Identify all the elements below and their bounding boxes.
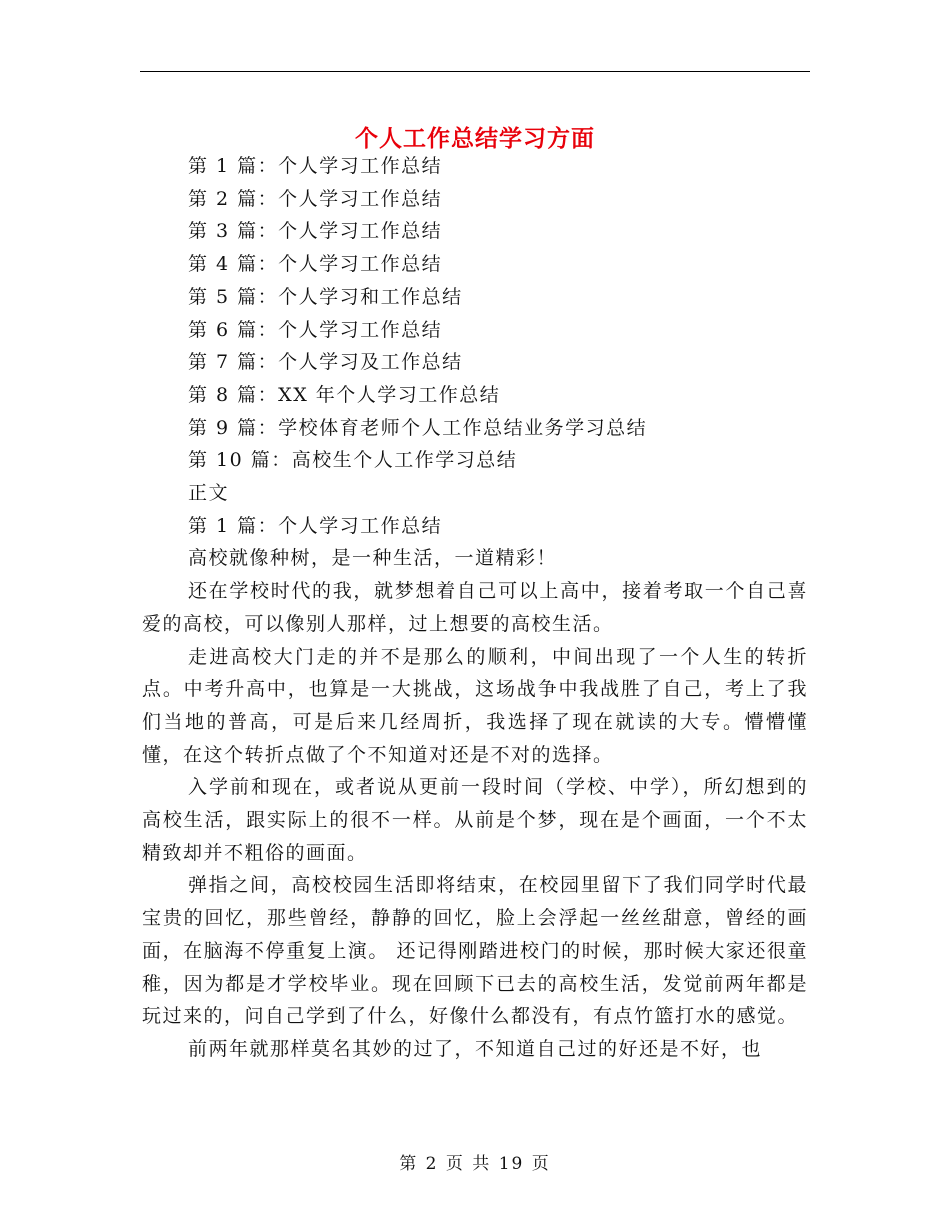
body-paragraph: 走进高校大门走的并不是那么的顺利，中间出现了一个人生的转折点。中考升高中，也算是一大挑战，这场战争中我战胜了自己，考上了我们当地的普高，可是后来几经周折，我选择了现在就读的大专。懵懵懂懂，在这个转折点做了个不知道对还是不对的选择。: [142, 645, 808, 766]
toc-item: 第 10 篇：高校生个人工作学习总结: [188, 449, 518, 472]
header-rule: [140, 71, 810, 72]
toc-item: 第 1 篇：个人学习工作总结: [188, 155, 443, 177]
table-of-contents: [142, 150, 808, 477]
document-body: [142, 150, 808, 1066]
toc-item: 第 7 篇：个人学习及工作总结: [188, 351, 463, 374]
section-heading: 第 1 篇：个人学习工作总结: [188, 514, 443, 537]
document-title: 个人工作总结学习方面: [355, 126, 595, 153]
toc-item: 第 3 篇：个人学习工作总结: [188, 220, 443, 243]
body-heading: 正文: [188, 482, 230, 505]
toc-item: 第 9 篇：学校体育老师个人工作总结业务学习总结: [188, 416, 648, 439]
body-paragraph: 弹指之间，高校校园生活即将结束，在校园里留下了我们同学时代最宝贵的回忆，那些曾经，静静的回忆，脸上会浮起一丝丝甜意，曾经的画面，在脑海不停重复上演。 还记得刚踏进校门的时候，那时候大家还很童稚，因为都是才学校毕业。现在回顾下已去的高校生活，发觉前两年都是玩过来的，问自己学到了什么，好像什么都没有，有点竹篮打水的感觉。: [142, 874, 808, 1028]
toc-item: 第 6 篇：个人学习工作总结: [188, 318, 443, 341]
page-number: 第 2 页 共 19 页: [399, 1154, 551, 1174]
body-paragraph: 还在学校时代的我，就梦想着自己可以上高中，接着考取一个自己喜爱的高校，可以像别人那样，过上想要的高校生活。: [142, 580, 808, 635]
body-paragraph: 入学前和现在，或者说从更前一段时间（学校、中学），所幻想到的高校生活，跟实际上的很不一样。从前是个梦，现在是个画面，一个不太精致却并不粗俗的画面。: [142, 776, 808, 864]
toc-item: 第 4 篇：个人学习工作总结: [188, 253, 443, 276]
toc-item: 第 5 篇：个人学习和工作总结: [188, 285, 463, 308]
toc-item: 第 8 篇：XX 年个人学习工作总结: [188, 383, 501, 406]
toc-item: 第 2 篇：个人学习工作总结: [188, 187, 443, 210]
intro-line: 高校就像种树，是一种生活，一道精彩！: [188, 547, 558, 570]
body-paragraph: 前两年就那样莫名其妙的过了，不知道自己过的好还是不好，也: [188, 1037, 763, 1060]
